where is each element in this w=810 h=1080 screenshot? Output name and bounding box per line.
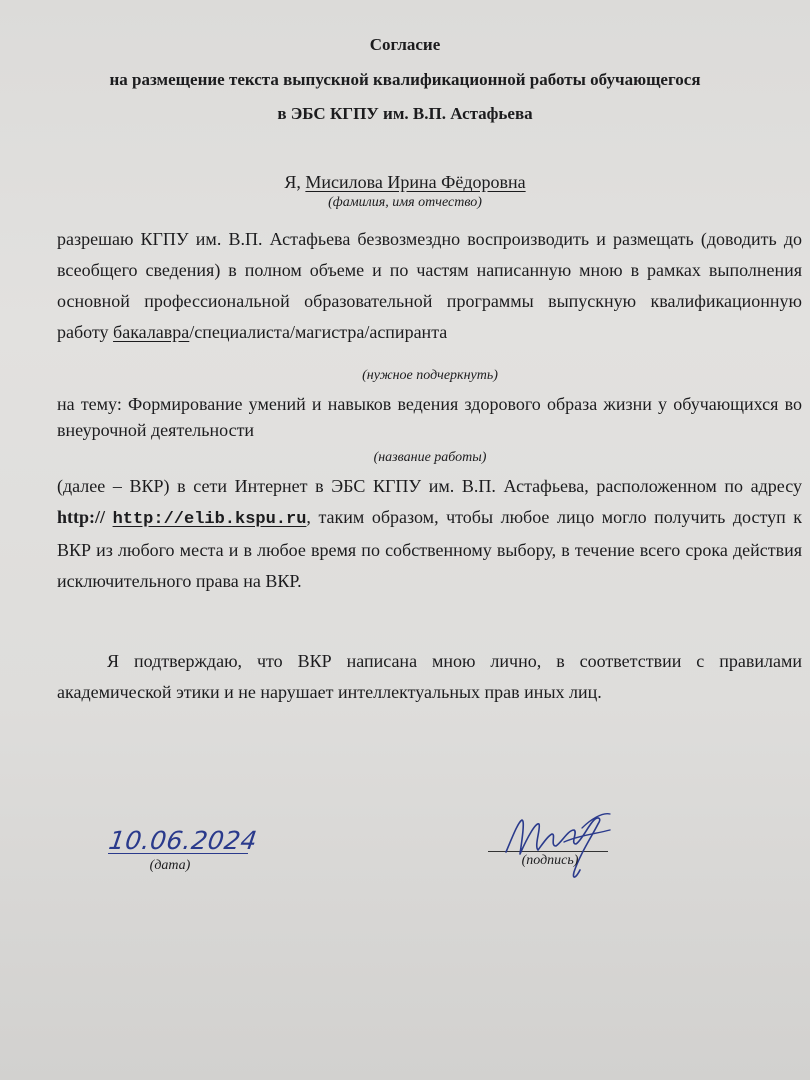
permission-text: разрешаю КГПУ им. В.П. Астафьева безвозмездно воспроизводить и размещать (доводить до всеобщего сведения) в полном объеме и по частям написанную мною в рамках выполнения основной профессиональной образовательной программы выпускную квалификационную работу	[57, 229, 802, 342]
underline-hint-caption: (нужное подчеркнуть)	[362, 368, 498, 383]
degree-options: /специалиста/магистра/аспиранта	[189, 322, 448, 342]
person-line	[0, 172, 810, 193]
signature-caption: (подпись)	[521, 853, 579, 868]
confirmation-paragraph: Я подтверждаю, что ВКР написана мною лично, в соответствии с правилами академической этики и не нарушает интеллектуальных прав иных лиц.	[57, 651, 802, 702]
http-prefix: http://	[57, 507, 106, 527]
handwritten-date: 10.06.2024	[106, 826, 260, 855]
document-subtitle-institution: в ЭБС КГПУ им. В.П. Астафьева	[277, 104, 533, 123]
permission-paragraph	[57, 224, 802, 348]
signature-icon	[498, 800, 618, 885]
person-name-caption: (фамилия, имя отчество)	[328, 195, 482, 210]
date-underline	[108, 853, 248, 854]
selected-degree: бакалавра	[113, 322, 190, 342]
document-subtitle: на размещение текста выпускной квалификационной работы обучающегося	[109, 70, 701, 89]
internet-placement-paragraph	[57, 471, 802, 597]
document-title: Согласие	[369, 35, 441, 54]
work-title-caption: (название работы)	[373, 450, 487, 465]
topic-paragraph: на тему: Формирование умений и навыков ведения здорового образа жизни у обучающихся во внеурочной деятельности	[57, 394, 802, 440]
person-prefix: Я,	[284, 172, 306, 192]
placement-text: (далее – ВКР) в сети Интернет в ЭБС КГПУ им. В.П. Астафьева, расположенном по адресу	[57, 476, 802, 496]
date-caption: (дата)	[149, 858, 191, 873]
placement-text-rest: , таким образом, чтобы любое лицо могло получить доступ к ВКР из любого места и в любое время по собственному выбору, в течение всего срока действия исключительного права на ВКР.	[57, 507, 803, 591]
library-url-link[interactable]: http://elib.kspu.ru	[112, 510, 307, 529]
person-name: Мисилова Ирина Фёдоровна	[305, 172, 526, 192]
